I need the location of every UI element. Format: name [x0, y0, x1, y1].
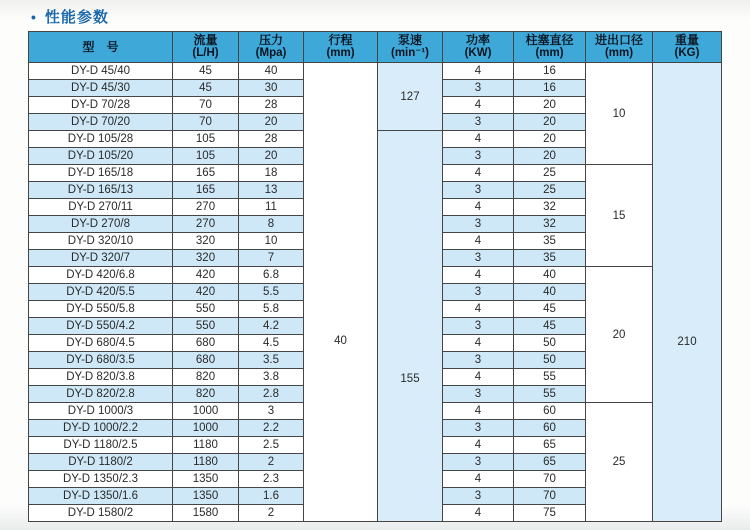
pressure-cell: 3.8: [239, 369, 304, 386]
pressure-cell: 20: [239, 114, 304, 131]
port-merged-cell: 20: [586, 267, 653, 403]
flow-cell: 1180: [173, 454, 239, 471]
flow-cell: 320: [173, 233, 239, 250]
pressure-cell: 28: [239, 131, 304, 148]
flow-cell: 165: [173, 182, 239, 199]
flow-cell: 1000: [173, 403, 239, 420]
model-cell: DY-D 105/20: [29, 148, 173, 165]
column-header-name: 功率: [465, 33, 490, 47]
model-cell: DY-D 105/28: [29, 131, 173, 148]
model-cell: DY-D 680/4.5: [29, 335, 173, 352]
model-cell: DY-D 45/40: [29, 63, 173, 80]
model-cell: DY-D 820/2.8: [29, 386, 173, 403]
pressure-cell: 2: [239, 505, 304, 522]
column-header-name: 行程: [328, 33, 353, 47]
model-cell: DY-D 45/30: [29, 80, 173, 97]
pressure-cell: 3.5: [239, 352, 304, 369]
plunger-cell: 20: [514, 148, 586, 165]
plunger-cell: 65: [514, 454, 586, 471]
model-cell: DY-D 1580/2: [29, 505, 173, 522]
column-header-unit: (L/H): [192, 47, 219, 59]
plunger-cell: 25: [514, 165, 586, 182]
port-merged-cell: 10: [586, 63, 653, 165]
flow-cell: 1180: [173, 437, 239, 454]
power-cell: 4: [443, 301, 514, 318]
model-cell: DY-D 550/5.8: [29, 301, 173, 318]
plunger-cell: 45: [514, 301, 586, 318]
model-cell: DY-D 1000/2.2: [29, 420, 173, 437]
power-cell: 3: [443, 420, 514, 437]
power-cell: 4: [443, 335, 514, 352]
column-header-unit: (KW): [464, 47, 492, 59]
column-header: [29, 32, 173, 63]
model-cell: DY-D 320/10: [29, 233, 173, 250]
model-cell: DY-D 1350/2.3: [29, 471, 173, 488]
pump-speed-merged-cell: 155: [378, 131, 443, 522]
model-cell: DY-D 1350/1.6: [29, 488, 173, 505]
flow-cell: 550: [173, 301, 239, 318]
plunger-cell: 20: [514, 97, 586, 114]
flow-cell: 1000: [173, 420, 239, 437]
model-cell: DY-D 165/18: [29, 165, 173, 182]
power-cell: 3: [443, 80, 514, 97]
pressure-cell: 5.5: [239, 284, 304, 301]
model-cell: DY-D 550/4.2: [29, 318, 173, 335]
flow-cell: 270: [173, 216, 239, 233]
flow-cell: 820: [173, 369, 239, 386]
pressure-cell: 6.8: [239, 267, 304, 284]
model-cell: DY-D 1180/2.5: [29, 437, 173, 454]
power-cell: 3: [443, 454, 514, 471]
plunger-cell: 70: [514, 471, 586, 488]
flow-cell: 45: [173, 80, 239, 97]
power-cell: 3: [443, 148, 514, 165]
pressure-cell: 30: [239, 80, 304, 97]
column-header-unit: (Mpa): [255, 47, 287, 59]
pressure-cell: 5.8: [239, 301, 304, 318]
power-cell: 4: [443, 267, 514, 284]
flow-cell: 680: [173, 335, 239, 352]
flow-cell: 420: [173, 267, 239, 284]
plunger-cell: 20: [514, 114, 586, 131]
model-cell: DY-D 320/7: [29, 250, 173, 267]
port-merged-cell: 15: [586, 165, 653, 267]
power-cell: 3: [443, 216, 514, 233]
pressure-cell: 18: [239, 165, 304, 182]
pressure-cell: 1.6: [239, 488, 304, 505]
flow-cell: 270: [173, 199, 239, 216]
pressure-cell: 40: [239, 63, 304, 80]
power-cell: 4: [443, 437, 514, 454]
column-header-name: 型 号: [82, 39, 119, 54]
column-header: [378, 32, 443, 63]
plunger-cell: 35: [514, 250, 586, 267]
column-header: [304, 32, 378, 63]
flow-cell: 70: [173, 97, 239, 114]
pressure-cell: 4.5: [239, 335, 304, 352]
model-cell: DY-D 270/11: [29, 199, 173, 216]
pressure-cell: 13: [239, 182, 304, 199]
plunger-cell: 70: [514, 488, 586, 505]
flow-cell: 320: [173, 250, 239, 267]
table-body: [29, 63, 722, 522]
pump-speed-merged-cell: 127: [378, 63, 443, 131]
power-cell: 3: [443, 250, 514, 267]
column-header: [173, 32, 239, 63]
flow-cell: 45: [173, 63, 239, 80]
plunger-cell: 32: [514, 216, 586, 233]
model-cell: DY-D 1000/3: [29, 403, 173, 420]
flow-cell: 1580: [173, 505, 239, 522]
pressure-cell: 28: [239, 97, 304, 114]
plunger-cell: 16: [514, 80, 586, 97]
plunger-cell: 16: [514, 63, 586, 80]
flow-cell: 165: [173, 165, 239, 182]
pressure-cell: 2: [239, 454, 304, 471]
column-header-name: 流量: [193, 33, 218, 47]
table-row: [29, 63, 722, 80]
power-cell: 3: [443, 386, 514, 403]
column-header-name: 重量: [674, 33, 699, 47]
power-cell: 4: [443, 131, 514, 148]
flow-cell: 420: [173, 284, 239, 301]
power-cell: 4: [443, 97, 514, 114]
plunger-cell: 50: [514, 352, 586, 369]
plunger-cell: 40: [514, 284, 586, 301]
weight-merged-cell: 210: [653, 63, 722, 522]
pressure-cell: 2.5: [239, 437, 304, 454]
power-cell: 3: [443, 114, 514, 131]
pressure-cell: 8: [239, 216, 304, 233]
column-header-name: 压力: [258, 33, 283, 47]
power-cell: 3: [443, 284, 514, 301]
power-cell: 4: [443, 505, 514, 522]
flow-cell: 105: [173, 131, 239, 148]
plunger-cell: 32: [514, 199, 586, 216]
bullet-icon: •: [31, 8, 37, 25]
plunger-cell: 75: [514, 505, 586, 522]
pressure-cell: 2.3: [239, 471, 304, 488]
column-header: [586, 32, 653, 63]
column-header-name: 泵速: [397, 33, 422, 47]
column-header-name: 柱塞直径: [525, 33, 574, 47]
pressure-cell: 20: [239, 148, 304, 165]
page-title: 性能参数: [44, 9, 109, 26]
plunger-cell: 65: [514, 437, 586, 454]
flow-cell: 550: [173, 318, 239, 335]
header-row: [29, 32, 722, 63]
model-cell: DY-D 165/13: [29, 182, 173, 199]
pressure-cell: 3: [239, 403, 304, 420]
plunger-cell: 60: [514, 420, 586, 437]
model-cell: DY-D 420/5.5: [29, 284, 173, 301]
plunger-cell: 55: [514, 386, 586, 403]
column-header: [239, 32, 304, 63]
power-cell: 4: [443, 199, 514, 216]
plunger-cell: 40: [514, 267, 586, 284]
flow-cell: 70: [173, 114, 239, 131]
plunger-cell: 55: [514, 369, 586, 386]
model-cell: DY-D 680/3.5: [29, 352, 173, 369]
flow-cell: 1350: [173, 471, 239, 488]
column-header-unit: (mm): [604, 47, 634, 59]
flow-cell: 680: [173, 352, 239, 369]
power-cell: 4: [443, 165, 514, 182]
plunger-cell: 45: [514, 318, 586, 335]
pressure-cell: 2.2: [239, 420, 304, 437]
pressure-cell: 10: [239, 233, 304, 250]
column-header: [443, 32, 514, 63]
plunger-cell: 25: [514, 182, 586, 199]
power-cell: 4: [443, 63, 514, 80]
model-cell: DY-D 1180/2: [29, 454, 173, 471]
pressure-cell: 11: [239, 199, 304, 216]
port-merged-cell: 25: [586, 403, 653, 522]
flow-cell: 1350: [173, 488, 239, 505]
table-header: [29, 32, 722, 63]
column-header-unit: (mm): [326, 47, 355, 59]
section-title: [31, 6, 109, 27]
pressure-cell: 2.8: [239, 386, 304, 403]
column-header-name: 进出口径: [594, 33, 643, 47]
power-cell: 4: [443, 369, 514, 386]
pressure-cell: 7: [239, 250, 304, 267]
power-cell: 4: [443, 233, 514, 250]
plunger-cell: 50: [514, 335, 586, 352]
flow-cell: 105: [173, 148, 239, 165]
pressure-cell: 4.2: [239, 318, 304, 335]
plunger-cell: 20: [514, 131, 586, 148]
model-cell: DY-D 70/20: [29, 114, 173, 131]
column-header: [514, 32, 586, 63]
model-cell: DY-D 270/8: [29, 216, 173, 233]
model-cell: DY-D 820/3.8: [29, 369, 173, 386]
flow-cell: 820: [173, 386, 239, 403]
stroke-merged-cell: 40: [304, 63, 378, 522]
power-cell: 3: [443, 182, 514, 199]
column-header-unit: (min⁻¹): [390, 47, 429, 59]
power-cell: 4: [443, 471, 514, 488]
spec-table: [28, 31, 722, 522]
column-header-unit: (mm): [535, 47, 564, 59]
model-cell: DY-D 70/28: [29, 97, 173, 114]
model-cell: DY-D 420/6.8: [29, 267, 173, 284]
power-cell: 3: [443, 488, 514, 505]
column-header: [653, 32, 722, 63]
plunger-cell: 60: [514, 403, 586, 420]
column-header-unit: (KG): [674, 47, 700, 59]
power-cell: 3: [443, 318, 514, 335]
power-cell: 3: [443, 352, 514, 369]
power-cell: 4: [443, 403, 514, 420]
plunger-cell: 35: [514, 233, 586, 250]
